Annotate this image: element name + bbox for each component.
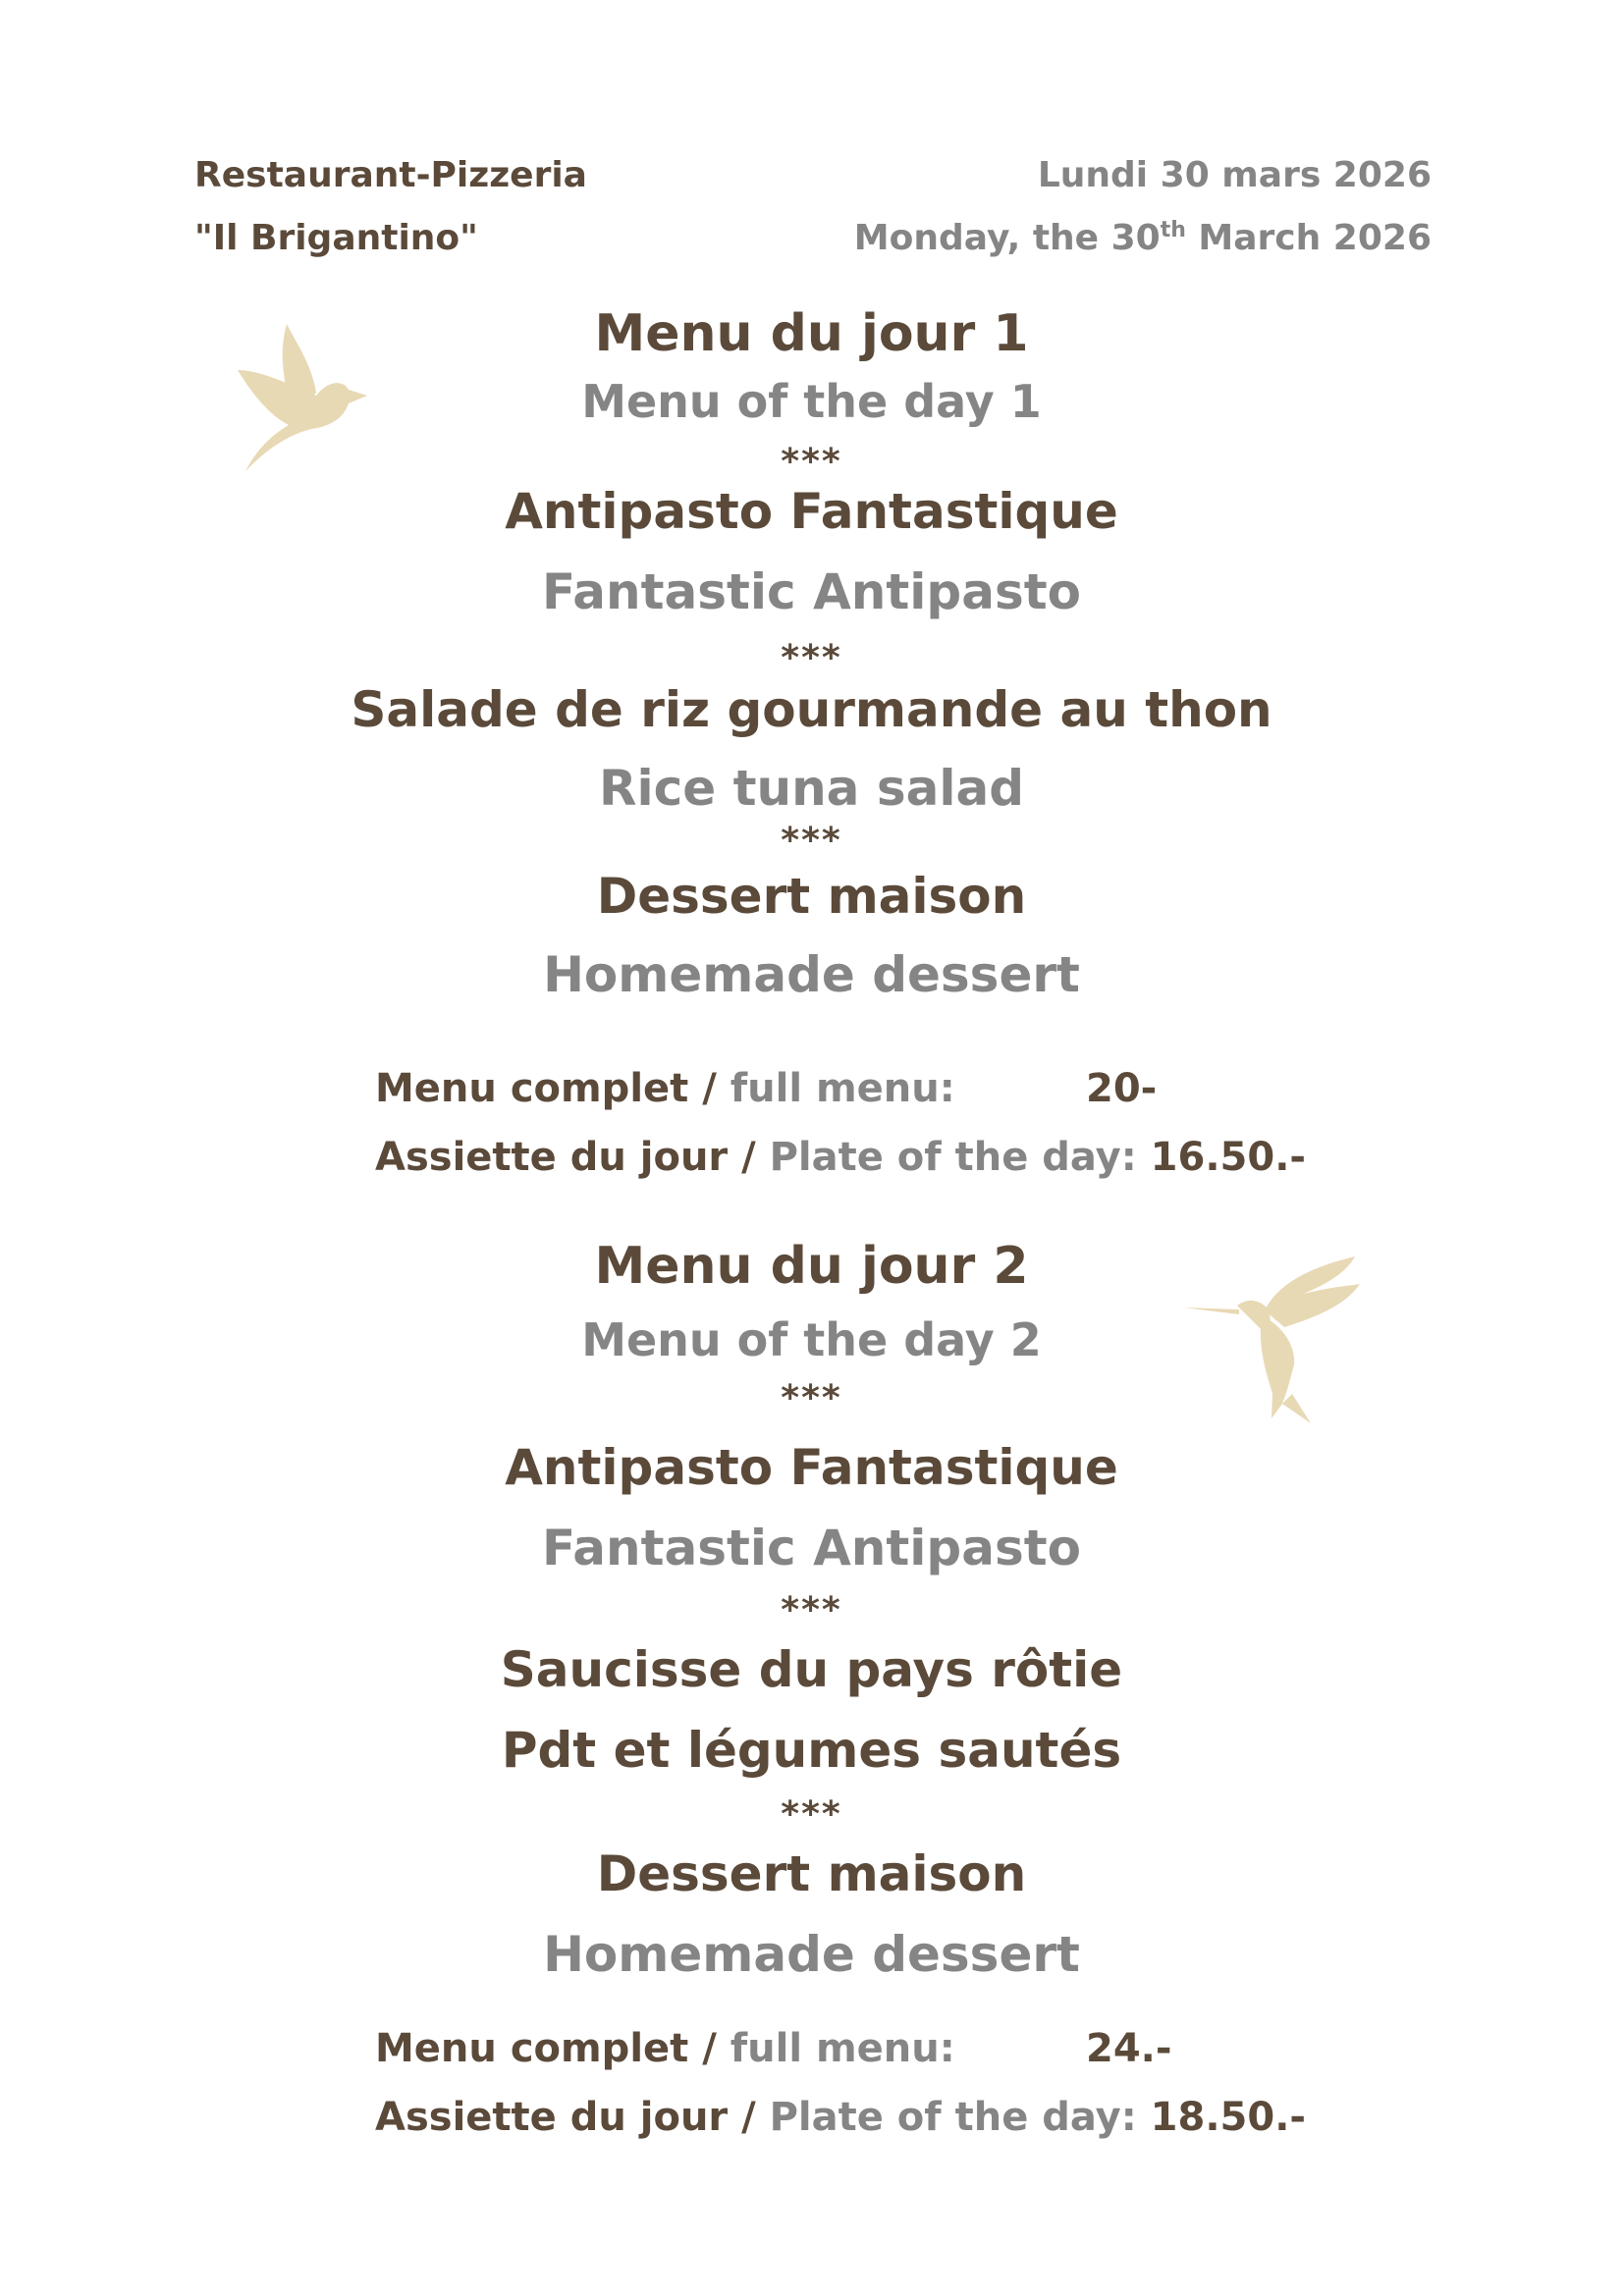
menu2-course3-en: Homemade dessert — [543, 1926, 1080, 1983]
menu1-course2-en: Rice tuna salad — [598, 760, 1024, 817]
menu2-course2-line2: Pdt et légumes sautés — [501, 1722, 1122, 1779]
menu2-full-price: 24.- — [1086, 2026, 1172, 2071]
date-fr: Lundi 30 mars 2026 — [1037, 155, 1432, 195]
separator: *** — [781, 638, 842, 678]
menu1-course3-fr: Dessert maison — [596, 868, 1027, 925]
restaurant-name: "Il Brigantino" — [194, 218, 478, 258]
menu2-title-en: Menu of the day 2 — [581, 1313, 1042, 1366]
menu1-plate-price-row: Assiette du jour / Plate of the day: 16.50.- — [375, 1135, 1306, 1180]
menu2-full-price-row: Menu complet / full menu: 24.- — [375, 2026, 1172, 2071]
menu1-plate-price: 16.50.- — [1150, 1135, 1306, 1180]
menu1-full-price-row: Menu complet / full menu: 20- — [375, 1066, 1158, 1111]
restaurant-type: Restaurant-Pizzeria — [194, 155, 587, 195]
menu2-course1-fr: Antipasto Fantastique — [505, 1439, 1118, 1496]
menu1-title-fr: Menu du jour 1 — [594, 304, 1029, 363]
menu1-title-en: Menu of the day 1 — [581, 375, 1042, 428]
menu1-full-price: 20- — [1086, 1066, 1158, 1111]
menu2-course3-fr: Dessert maison — [596, 1845, 1027, 1902]
menu2-plate-price: 18.50.- — [1150, 2095, 1306, 2140]
menu1-course3-en: Homemade dessert — [543, 946, 1080, 1003]
menu1-course1-fr: Antipasto Fantastique — [505, 483, 1118, 540]
separator: *** — [781, 1590, 842, 1630]
menu2-plate-price-row: Assiette du jour / Plate of the day: 18.50.- — [375, 2095, 1306, 2140]
separator: *** — [781, 1378, 842, 1418]
separator: *** — [781, 1794, 842, 1835]
separator: *** — [781, 821, 842, 842]
menu2-title-fr: Menu du jour 2 — [594, 1237, 1029, 1296]
menu1-course1-en: Fantastic Antipasto — [542, 563, 1081, 620]
menu2-course1-en: Fantastic Antipasto — [542, 1520, 1081, 1576]
menu1-course2-fr: Salade de riz gourmande au thon — [351, 681, 1272, 738]
menu2-course2-line1: Saucisse du pays rôtie — [500, 1641, 1123, 1698]
separator: *** — [781, 442, 842, 482]
date-en: Monday, the 30th March 2026 — [853, 218, 1432, 258]
